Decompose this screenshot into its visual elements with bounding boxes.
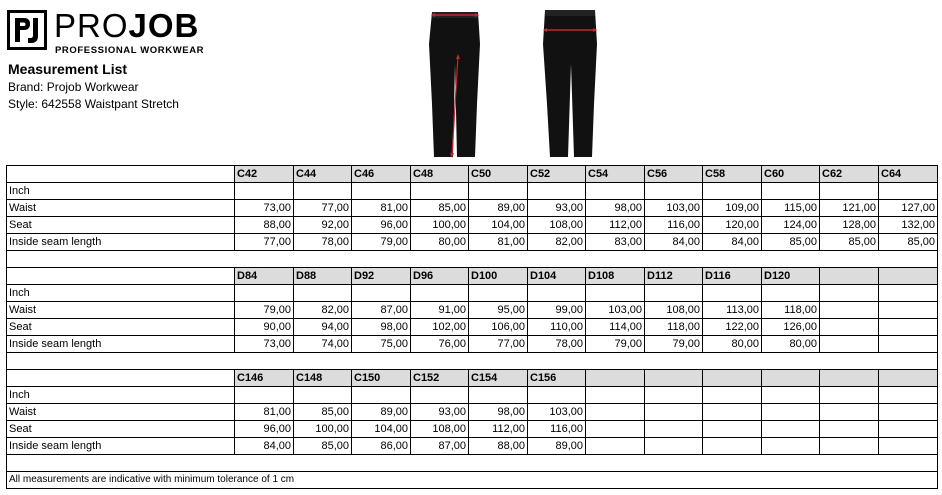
empty-cell bbox=[762, 404, 820, 421]
waist-value: 85,00 bbox=[294, 404, 352, 421]
empty-cell bbox=[586, 421, 645, 438]
waist-value: 89,00 bbox=[352, 404, 411, 421]
empty-cell bbox=[411, 387, 469, 404]
inseam-value: 85,00 bbox=[762, 234, 820, 251]
empty-cell bbox=[879, 421, 938, 438]
inseam-value: 82,00 bbox=[528, 234, 586, 251]
size-header-cell: C58 bbox=[703, 166, 762, 183]
seat-value: 106,00 bbox=[469, 319, 528, 336]
waist-value: 81,00 bbox=[235, 404, 294, 421]
size-header-cell: C52 bbox=[528, 166, 586, 183]
empty-cell bbox=[645, 183, 703, 200]
waist-value: 103,00 bbox=[528, 404, 586, 421]
empty-cell bbox=[411, 285, 469, 302]
empty-header-cell bbox=[645, 370, 703, 387]
empty-cell bbox=[820, 302, 879, 319]
seat-value: 96,00 bbox=[235, 421, 294, 438]
waist-value: 82,00 bbox=[294, 302, 352, 319]
waist-value: 85,00 bbox=[411, 200, 469, 217]
empty-header-cell bbox=[586, 370, 645, 387]
seat-value: 94,00 bbox=[294, 319, 352, 336]
waist-value: 98,00 bbox=[469, 404, 528, 421]
size-header-spacer bbox=[7, 370, 235, 387]
empty-cell bbox=[820, 285, 879, 302]
empty-cell bbox=[586, 438, 645, 455]
size-header-spacer bbox=[7, 166, 235, 183]
inseam-value: 89,00 bbox=[528, 438, 586, 455]
inseam-value: 86,00 bbox=[352, 438, 411, 455]
logo-wordmark bbox=[54, 8, 199, 44]
empty-cell bbox=[586, 285, 645, 302]
empty-cell bbox=[703, 183, 762, 200]
inseam-label: Inside seam length bbox=[7, 438, 235, 455]
empty-cell bbox=[586, 387, 645, 404]
inseam-value: 85,00 bbox=[879, 234, 938, 251]
spacer-cell bbox=[7, 455, 938, 472]
logo-word-bold: JOB bbox=[128, 7, 200, 44]
empty-cell bbox=[235, 285, 294, 302]
brand-logo bbox=[7, 7, 207, 56]
empty-cell bbox=[762, 285, 820, 302]
waist-value: 118,00 bbox=[762, 302, 820, 319]
empty-cell bbox=[703, 438, 762, 455]
inseam-value: 84,00 bbox=[703, 234, 762, 251]
size-header-cell: C42 bbox=[235, 166, 294, 183]
inseam-value: 85,00 bbox=[820, 234, 879, 251]
seat-value: 120,00 bbox=[703, 217, 762, 234]
size-header-cell: D120 bbox=[762, 268, 820, 285]
size-header-cell: C44 bbox=[294, 166, 352, 183]
empty-cell bbox=[528, 387, 586, 404]
seat-value: 100,00 bbox=[411, 217, 469, 234]
seat-value: 110,00 bbox=[528, 319, 586, 336]
size-header-cell: C156 bbox=[528, 370, 586, 387]
style-line: Style: 642558 Waistpant Stretch bbox=[8, 97, 179, 111]
empty-cell bbox=[820, 319, 879, 336]
empty-cell bbox=[762, 421, 820, 438]
logo-tagline: PROFESSIONAL WORKWEAR bbox=[55, 45, 205, 56]
inseam-value: 79,00 bbox=[586, 336, 645, 353]
empty-cell bbox=[528, 285, 586, 302]
seat-value: 90,00 bbox=[235, 319, 294, 336]
seat-row bbox=[7, 421, 938, 438]
empty-cell bbox=[879, 336, 938, 353]
empty-cell bbox=[762, 438, 820, 455]
waist-value: 93,00 bbox=[528, 200, 586, 217]
empty-cell bbox=[352, 387, 411, 404]
projob-logo-icon bbox=[7, 10, 47, 50]
waist-value: 93,00 bbox=[411, 404, 469, 421]
empty-header-cell bbox=[879, 370, 938, 387]
waist-row bbox=[7, 200, 938, 217]
inseam-value: 79,00 bbox=[645, 336, 703, 353]
seat-value: 102,00 bbox=[411, 319, 469, 336]
pants-front-illustration bbox=[420, 4, 490, 162]
unit-label: Inch bbox=[7, 285, 235, 302]
seat-value: 112,00 bbox=[586, 217, 645, 234]
size-header-cell: C148 bbox=[294, 370, 352, 387]
seat-value: 132,00 bbox=[879, 217, 938, 234]
pants-back-illustration bbox=[535, 4, 605, 162]
empty-header-cell bbox=[879, 268, 938, 285]
empty-cell bbox=[879, 319, 938, 336]
inseam-value: 88,00 bbox=[469, 438, 528, 455]
seat-value: 114,00 bbox=[586, 319, 645, 336]
size-header-cell: D100 bbox=[469, 268, 528, 285]
empty-cell bbox=[469, 285, 528, 302]
document-header bbox=[0, 0, 942, 165]
size-header-cell: C48 bbox=[411, 166, 469, 183]
size-header-cell: D104 bbox=[528, 268, 586, 285]
waist-value: 99,00 bbox=[528, 302, 586, 319]
inseam-value: 80,00 bbox=[411, 234, 469, 251]
seat-label: Seat bbox=[7, 319, 235, 336]
seat-label: Seat bbox=[7, 421, 235, 438]
inseam-value: 74,00 bbox=[294, 336, 352, 353]
seat-value: 104,00 bbox=[352, 421, 411, 438]
waist-value: 98,00 bbox=[586, 200, 645, 217]
brand-line: Brand: Projob Workwear bbox=[8, 80, 139, 94]
waist-value: 81,00 bbox=[352, 200, 411, 217]
empty-cell bbox=[820, 183, 879, 200]
empty-cell bbox=[645, 421, 703, 438]
size-header-cell: D108 bbox=[586, 268, 645, 285]
inseam-value: 85,00 bbox=[294, 438, 352, 455]
seat-value: 124,00 bbox=[762, 217, 820, 234]
empty-cell bbox=[294, 183, 352, 200]
inseam-value: 73,00 bbox=[235, 336, 294, 353]
inseam-value: 77,00 bbox=[469, 336, 528, 353]
empty-header-cell bbox=[762, 370, 820, 387]
seat-value: 126,00 bbox=[762, 319, 820, 336]
size-header-cell: C46 bbox=[352, 166, 411, 183]
empty-cell bbox=[879, 302, 938, 319]
seat-value: 98,00 bbox=[352, 319, 411, 336]
waist-value: 108,00 bbox=[645, 302, 703, 319]
empty-cell bbox=[879, 404, 938, 421]
empty-cell bbox=[352, 285, 411, 302]
spacer-row bbox=[7, 455, 938, 472]
inseam-value: 87,00 bbox=[411, 438, 469, 455]
waist-row bbox=[7, 404, 938, 421]
empty-cell bbox=[645, 438, 703, 455]
size-header-row bbox=[7, 166, 938, 183]
size-header-cell: D116 bbox=[703, 268, 762, 285]
waist-value: 103,00 bbox=[645, 200, 703, 217]
empty-cell bbox=[762, 183, 820, 200]
inseam-value: 79,00 bbox=[352, 234, 411, 251]
empty-cell bbox=[294, 387, 352, 404]
waist-value: 127,00 bbox=[879, 200, 938, 217]
size-header-cell: D92 bbox=[352, 268, 411, 285]
inseam-label: Inside seam length bbox=[7, 336, 235, 353]
seat-value: 118,00 bbox=[645, 319, 703, 336]
seat-label: Seat bbox=[7, 217, 235, 234]
unit-label: Inch bbox=[7, 387, 235, 404]
spacer-cell bbox=[7, 353, 938, 370]
inseam-value: 84,00 bbox=[645, 234, 703, 251]
unit-row bbox=[7, 285, 938, 302]
waist-value: 73,00 bbox=[235, 200, 294, 217]
waist-row bbox=[7, 302, 938, 319]
waist-value: 77,00 bbox=[294, 200, 352, 217]
empty-cell bbox=[469, 387, 528, 404]
seat-value: 104,00 bbox=[469, 217, 528, 234]
empty-cell bbox=[645, 404, 703, 421]
measurement-table bbox=[6, 165, 938, 489]
seat-value: 96,00 bbox=[352, 217, 411, 234]
waist-value: 113,00 bbox=[703, 302, 762, 319]
inseam-value: 80,00 bbox=[703, 336, 762, 353]
inseam-value: 81,00 bbox=[469, 234, 528, 251]
waist-value: 121,00 bbox=[820, 200, 879, 217]
size-header-cell: C150 bbox=[352, 370, 411, 387]
waist-value: 89,00 bbox=[469, 200, 528, 217]
empty-cell bbox=[235, 183, 294, 200]
size-header-cell: D88 bbox=[294, 268, 352, 285]
seat-row bbox=[7, 217, 938, 234]
empty-cell bbox=[820, 404, 879, 421]
empty-cell bbox=[352, 183, 411, 200]
seat-value: 112,00 bbox=[469, 421, 528, 438]
empty-cell bbox=[820, 387, 879, 404]
inseam-row bbox=[7, 234, 938, 251]
size-header-spacer bbox=[7, 268, 235, 285]
seat-value: 88,00 bbox=[235, 217, 294, 234]
size-header-cell: C152 bbox=[411, 370, 469, 387]
spacer-row bbox=[7, 353, 938, 370]
empty-cell bbox=[235, 387, 294, 404]
size-header-cell: C50 bbox=[469, 166, 528, 183]
size-header-cell: C60 bbox=[762, 166, 820, 183]
footer-row bbox=[7, 472, 938, 489]
waist-value: 87,00 bbox=[352, 302, 411, 319]
empty-cell bbox=[820, 421, 879, 438]
empty-cell bbox=[879, 438, 938, 455]
empty-cell bbox=[411, 183, 469, 200]
empty-cell bbox=[703, 285, 762, 302]
size-header-cell: D112 bbox=[645, 268, 703, 285]
empty-cell bbox=[703, 387, 762, 404]
inseam-row bbox=[7, 336, 938, 353]
empty-header-cell bbox=[820, 268, 879, 285]
empty-cell bbox=[645, 285, 703, 302]
inseam-value: 77,00 bbox=[235, 234, 294, 251]
seat-row bbox=[7, 319, 938, 336]
empty-cell bbox=[586, 404, 645, 421]
empty-cell bbox=[645, 387, 703, 404]
empty-cell bbox=[879, 183, 938, 200]
empty-cell bbox=[294, 285, 352, 302]
empty-cell bbox=[820, 438, 879, 455]
size-header-cell: D84 bbox=[235, 268, 294, 285]
size-header-cell: C56 bbox=[645, 166, 703, 183]
size-header-cell: C64 bbox=[879, 166, 938, 183]
logo-word-light: PRO bbox=[54, 7, 129, 44]
seat-value: 128,00 bbox=[820, 217, 879, 234]
waist-label: Waist bbox=[7, 404, 235, 421]
waist-label: Waist bbox=[7, 200, 235, 217]
inseam-value: 80,00 bbox=[762, 336, 820, 353]
document-title: Measurement List bbox=[8, 61, 128, 77]
seat-value: 122,00 bbox=[703, 319, 762, 336]
waist-value: 91,00 bbox=[411, 302, 469, 319]
inseam-row bbox=[7, 438, 938, 455]
seat-value: 92,00 bbox=[294, 217, 352, 234]
empty-cell bbox=[820, 336, 879, 353]
size-header-cell: C62 bbox=[820, 166, 879, 183]
size-header-row bbox=[7, 370, 938, 387]
empty-cell bbox=[703, 421, 762, 438]
empty-cell bbox=[703, 404, 762, 421]
empty-header-cell bbox=[820, 370, 879, 387]
waist-value: 95,00 bbox=[469, 302, 528, 319]
empty-header-cell bbox=[703, 370, 762, 387]
size-header-cell: C146 bbox=[235, 370, 294, 387]
empty-cell bbox=[879, 285, 938, 302]
empty-cell bbox=[879, 387, 938, 404]
size-header-cell: D96 bbox=[411, 268, 469, 285]
spacer-cell bbox=[7, 251, 938, 268]
waist-value: 103,00 bbox=[586, 302, 645, 319]
unit-row bbox=[7, 387, 938, 404]
waist-value: 79,00 bbox=[235, 302, 294, 319]
inseam-value: 78,00 bbox=[528, 336, 586, 353]
empty-cell bbox=[528, 183, 586, 200]
seat-value: 116,00 bbox=[645, 217, 703, 234]
waist-value: 109,00 bbox=[703, 200, 762, 217]
empty-cell bbox=[586, 183, 645, 200]
waist-value: 115,00 bbox=[762, 200, 820, 217]
size-header-cell: C54 bbox=[586, 166, 645, 183]
size-header-cell: C154 bbox=[469, 370, 528, 387]
inseam-value: 83,00 bbox=[586, 234, 645, 251]
inseam-value: 78,00 bbox=[294, 234, 352, 251]
empty-cell bbox=[469, 183, 528, 200]
spacer-row bbox=[7, 251, 938, 268]
seat-value: 108,00 bbox=[528, 217, 586, 234]
inseam-value: 84,00 bbox=[235, 438, 294, 455]
unit-row bbox=[7, 183, 938, 200]
seat-value: 100,00 bbox=[294, 421, 352, 438]
size-header-row bbox=[7, 268, 938, 285]
waist-label: Waist bbox=[7, 302, 235, 319]
inseam-value: 75,00 bbox=[352, 336, 411, 353]
seat-value: 116,00 bbox=[528, 421, 586, 438]
unit-label: Inch bbox=[7, 183, 235, 200]
empty-cell bbox=[762, 387, 820, 404]
tolerance-note: All measurements are indicative with minimum tolerance of 1 cm bbox=[7, 472, 938, 489]
seat-value: 108,00 bbox=[411, 421, 469, 438]
inseam-label: Inside seam length bbox=[7, 234, 235, 251]
inseam-value: 76,00 bbox=[411, 336, 469, 353]
